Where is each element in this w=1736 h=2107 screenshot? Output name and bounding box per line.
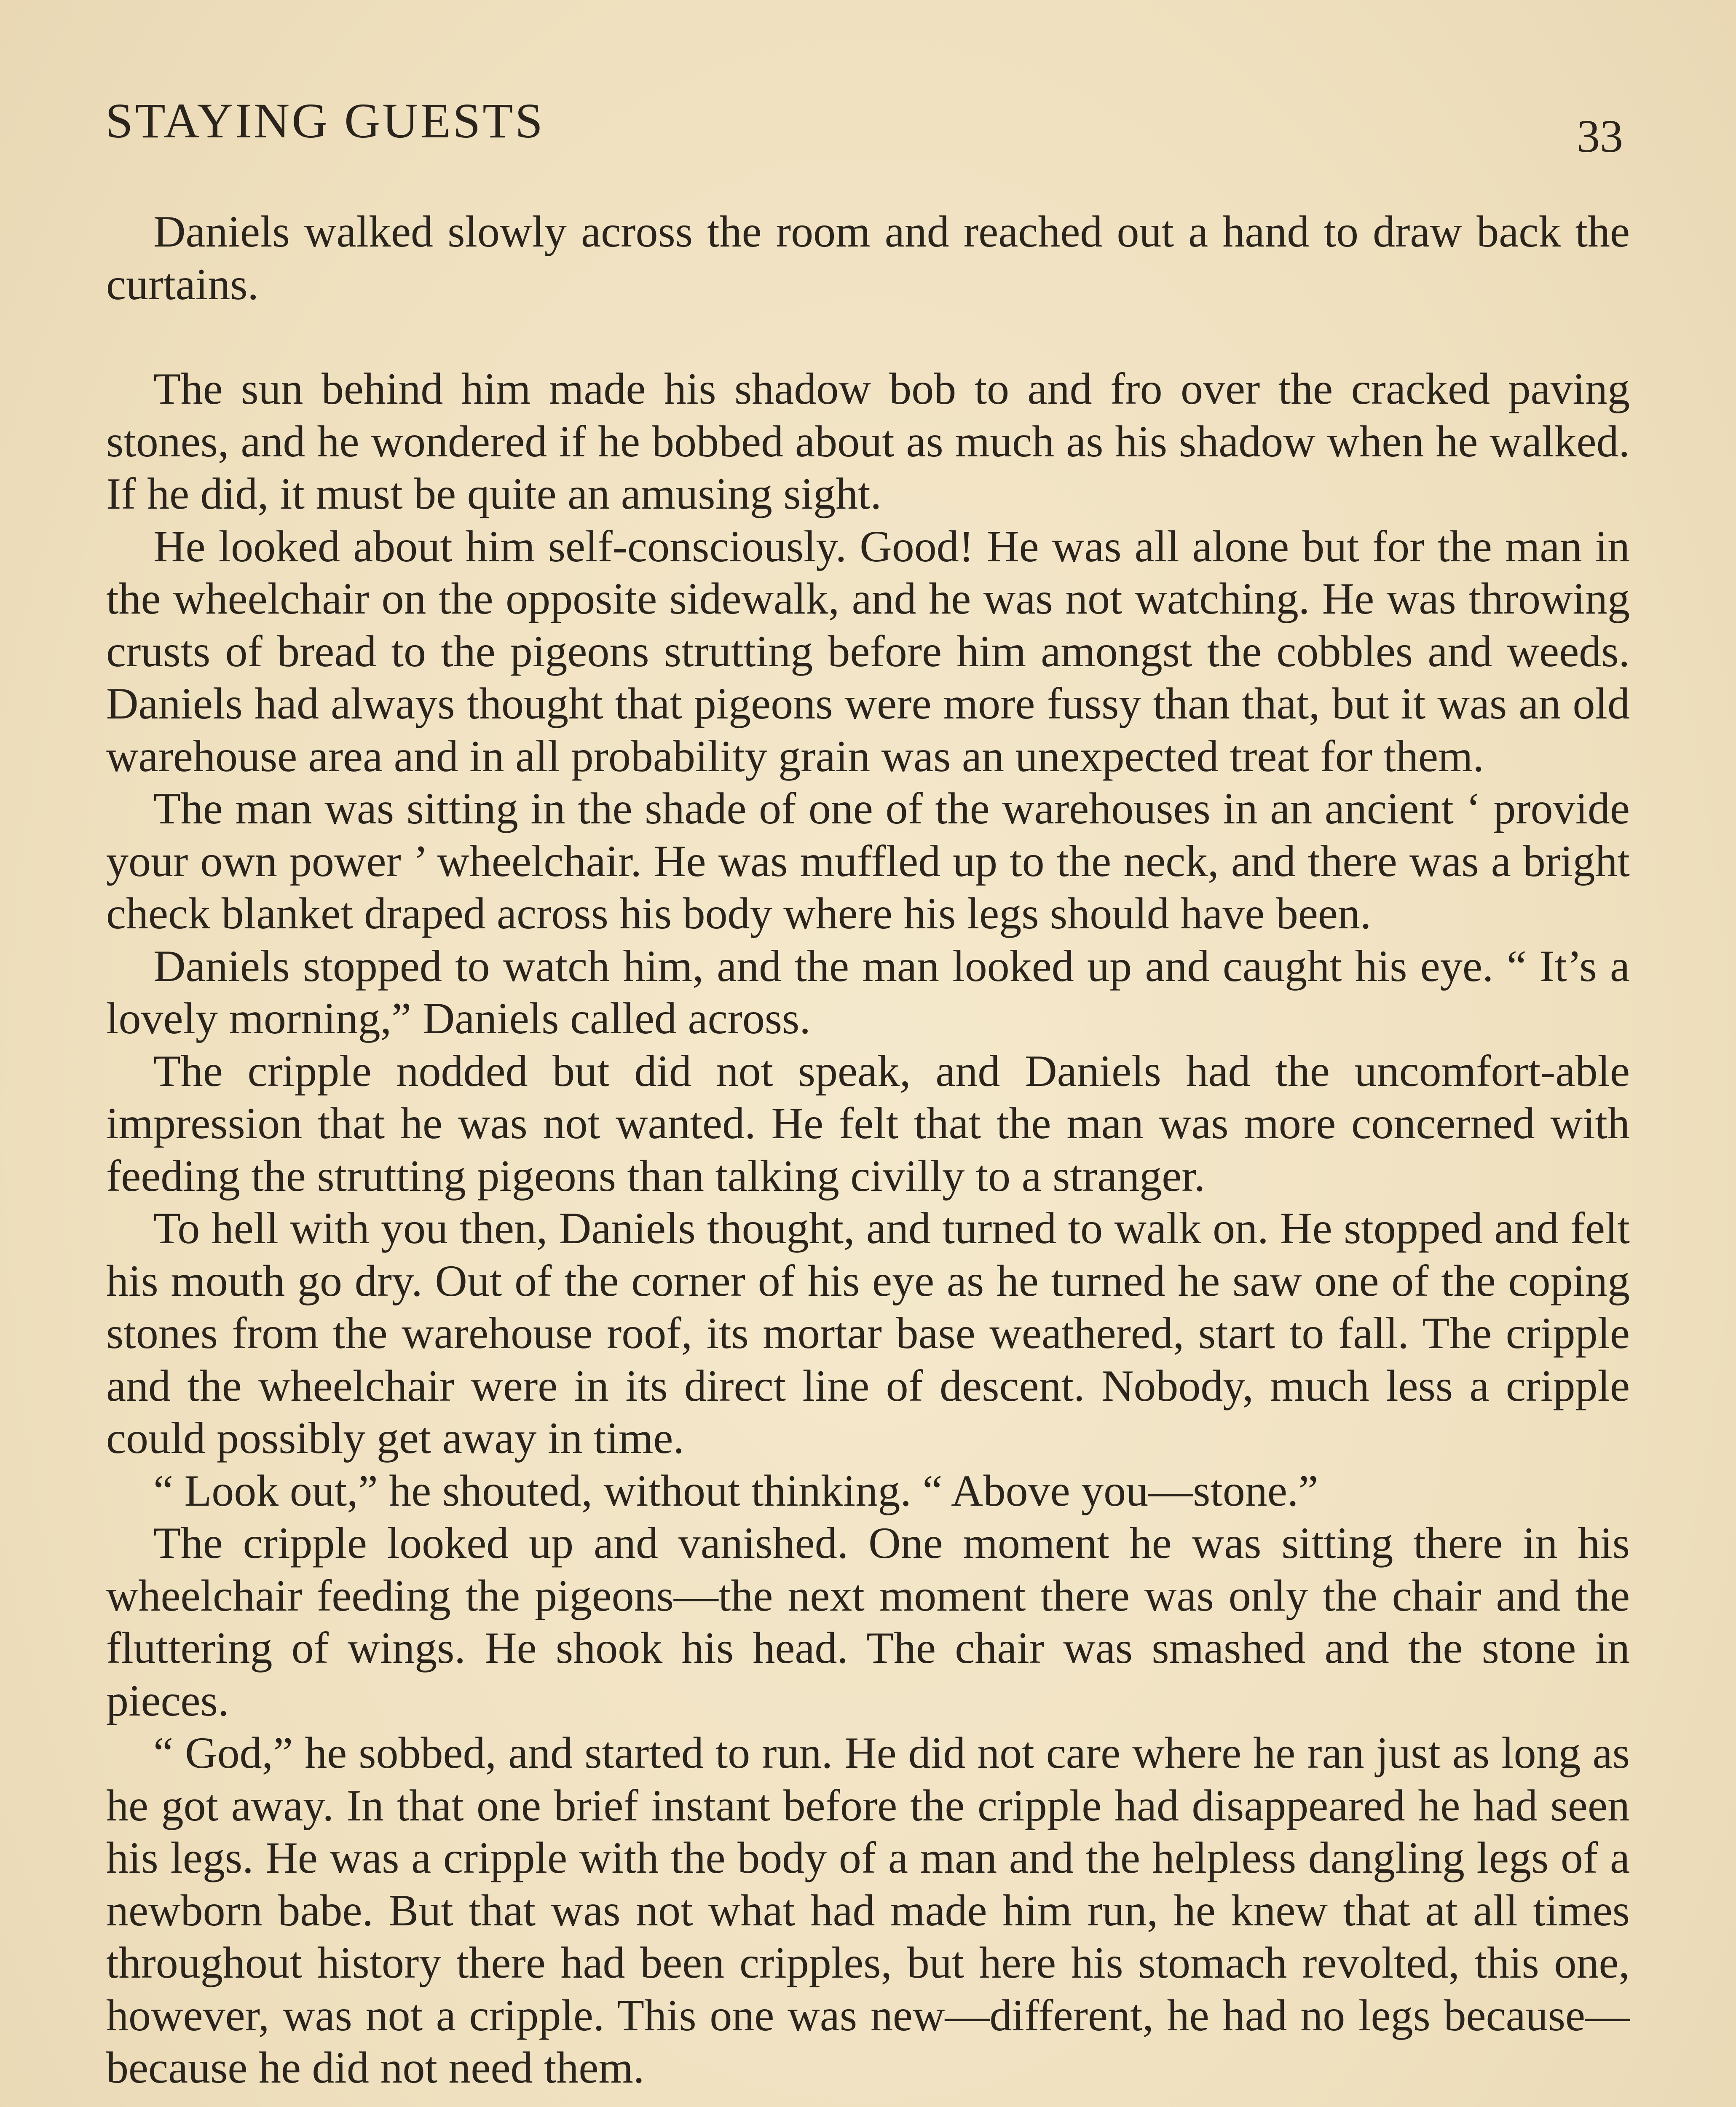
paragraph: Daniels stopped to watch him, and the man looked up and caught his eye. “ It’s a lovely morning,” Daniels called across. — [106, 941, 1630, 1043]
running-head: STAYING GUESTS — [105, 93, 545, 148]
paragraph: The cripple looked up and vanished. One moment he was sitting there in his wheelchair feeding the pigeons—the next moment there was only the chair and the fluttering of wings. He shook his head. The chair was smashed and the stone in pieces. — [106, 1518, 1630, 1725]
paragraph: He looked about him self-consciously. Good! He was all alone but for the man in the wheelchair on the opposite sidewalk, and he was not watching. He was throwing crusts of bread to the pigeons strutting before him amongst the cobbles and weeds. Daniels had always thought that pigeons were more fussy than that, but it was an old warehouse area and in all probability grain was an unexpected treat for them. — [106, 521, 1630, 781]
section-break — [106, 311, 1630, 363]
paragraph: The cripple nodded but did not speak, and Daniels had the uncomfort-able impression that he was not wanted. He felt that the man was more concerned with feeding the strutting pigeons than talking civilly to a stranger. — [106, 1046, 1630, 1201]
paragraph: The man was sitting in the shade of one of the warehouses in an ancient ‘ provide your own power ’ wheelchair. He was muffled up to the neck, and there was a bright check blanket draped across his body where his legs should have been. — [106, 784, 1630, 938]
body-text — [106, 206, 1630, 2094]
paragraph: To hell with you then, Daniels thought, and turned to walk on. He stopped and felt his mouth go dry. Out of the corner of his eye as he turned he saw one of the coping stones from the warehouse roof, its mortar base weathered, start to fall. The cripple and the wheelchair were in its direct line of descent. Nobody, much less a cripple could possibly get away in time. — [106, 1204, 1630, 1463]
paragraph: “ Look out,” he shouted, without thinking. “ Above you—stone.” — [153, 1466, 1318, 1515]
paragraph: “ God,” he sobbed, and started to run. He did not care where he ran just as long as he got away. In that one brief instant before the cripple had disappeared he had seen his legs. He was a cripple with the body of a man and the helpless dangling legs of a newborn babe. But that was not what had made him run, he knew that at all times throughout history there had been cripples, but here his stomach revolted, this one, however, was not a cripple. This one was new—different, he had no legs because—because he did not need them. — [106, 1728, 1630, 2092]
paragraph: Daniels walked slowly across the room and reached out a hand to draw back the curtains. — [106, 207, 1630, 309]
paragraph: The sun behind him made his shadow bob to and fro over the cracked paving stones, and he wondered if he bobbed about as much as his shadow when he walked. If he did, it must be quite an amusing sight. — [106, 364, 1630, 518]
page-number: 33 — [1577, 110, 1623, 162]
